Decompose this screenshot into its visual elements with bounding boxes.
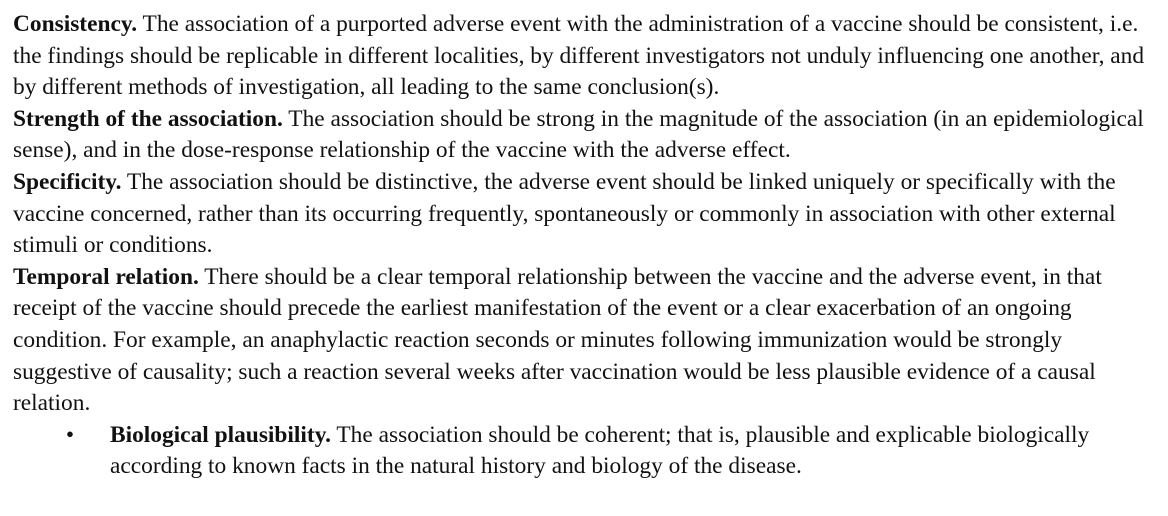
paragraph-text: The association should be strong in the magnitude of the association (in an epidemiological sense), and in the dose-response relationship of the vaccine with the adverse effect. bbox=[13, 105, 1144, 164]
bullet-text: The association should be coherent; that is, plausible and explicable biologically according to known facts in the natural history and biology of the disease. bbox=[110, 421, 1090, 480]
bullet-term: Biological plausibility. bbox=[110, 421, 331, 448]
paragraph-term: Specificity. bbox=[13, 168, 122, 195]
document-body bbox=[13, 9, 1161, 483]
paragraph-text: There should be a clear temporal relationship between the vaccine and the adverse event, in that receipt of the vaccine should precede the earliest manifestation of the event or a clear exacerbation of an ongoing condition. For example, an anaphylactic reaction seconds or minutes following immunization would be strongly suggestive of causality; such a reaction several weeks after vaccination would be less plausible evidence of a causal relation. bbox=[13, 263, 1102, 417]
paragraph-term: Consistency. bbox=[13, 11, 138, 37]
paragraph-term: Strength of the association. bbox=[13, 105, 283, 132]
paragraph-temporal-relation bbox=[13, 262, 1161, 420]
paragraph-consistency bbox=[13, 9, 1161, 104]
paragraph-strength bbox=[13, 104, 1161, 167]
paragraph-text: The association of a purported adverse event with the administration of a vaccine should be consistent, i.e. the findings should be replicable in different localities, by different investigators not unduly influencing one another, and by different methods of investigation, all leading to the same conclusion(s). bbox=[13, 11, 1145, 101]
bullet-item-biological-plausibility bbox=[13, 420, 1161, 483]
paragraph-specificity bbox=[13, 167, 1161, 262]
bullet-icon: • bbox=[65, 421, 75, 448]
paragraph-term: Temporal relation. bbox=[13, 263, 199, 290]
paragraph-text: The association should be distinctive, the adverse event should be linked uniquely or specifically with the vaccine concerned, rather than its occurring frequently, spontaneously or commonly in association with other external stimuli or conditions. bbox=[13, 168, 1116, 259]
